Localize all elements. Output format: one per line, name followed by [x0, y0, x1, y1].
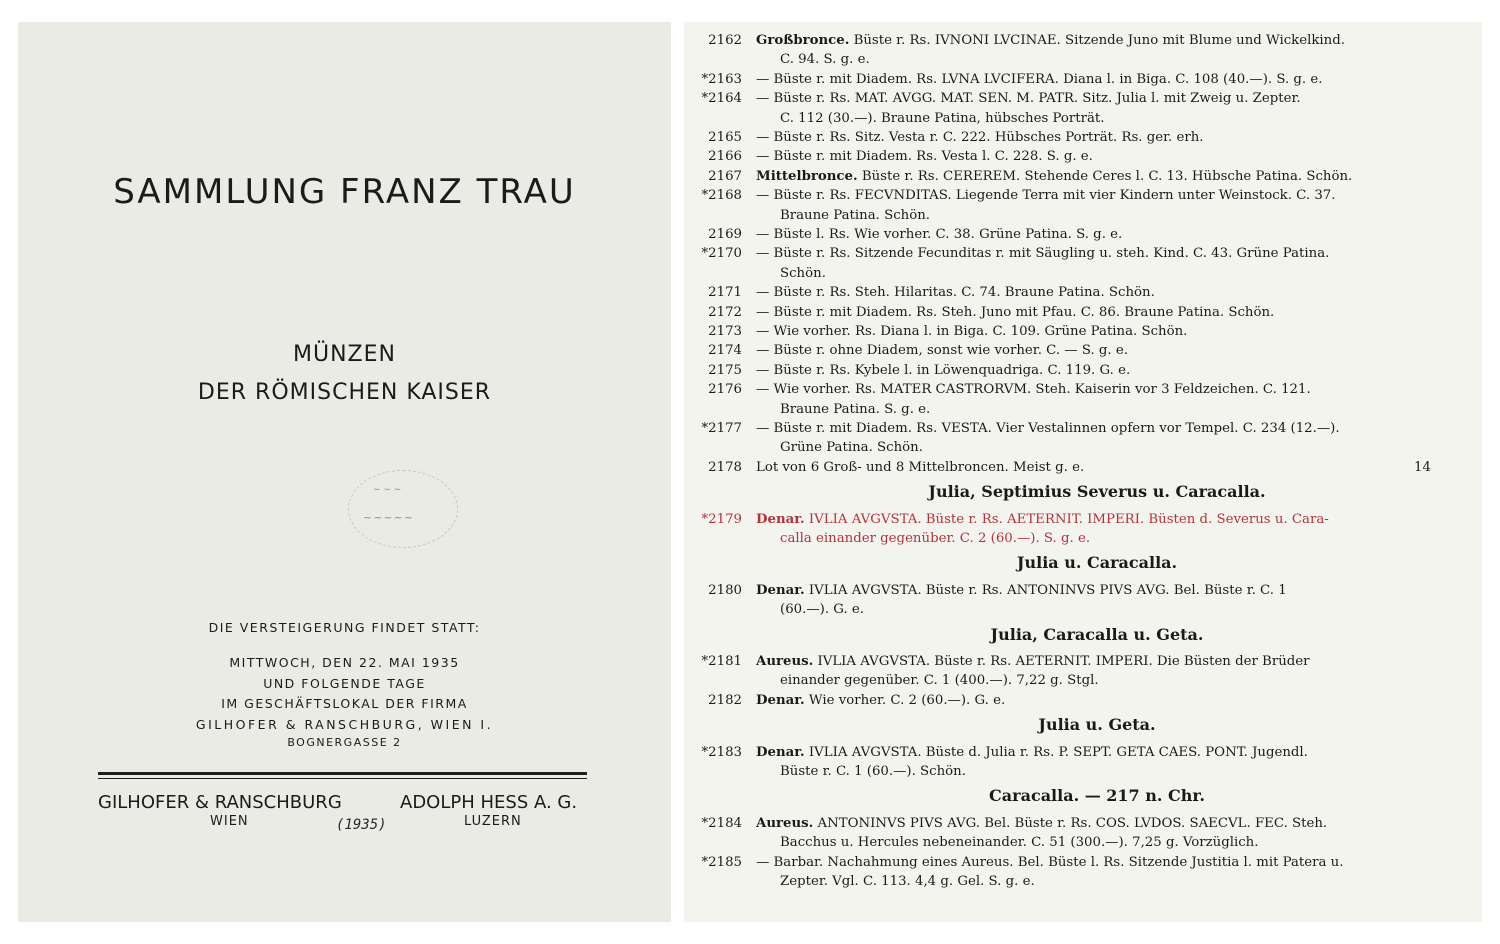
- lot-number: 2169: [708, 227, 742, 242]
- stamp-text-1: ~ ~ ~: [373, 485, 402, 495]
- denomination: Denar.: [756, 582, 805, 598]
- lot-number: *2177: [701, 421, 742, 436]
- handwritten-year: (1935): [336, 817, 387, 833]
- lot-description-cont: Büste r. C. 1 (60.—). Schön.: [780, 764, 966, 779]
- denomination: Aureus.: [756, 654, 814, 669]
- lot-number: 2174: [708, 343, 742, 359]
- lot-description: — Büste r. Rs. Kybele l. in Löwenquadriga. C. 119. G. e.: [756, 362, 1131, 378]
- publisher-right-city: LUZERN: [464, 814, 522, 829]
- lot-description: — Büste r. Rs. Sitzende Fecunditas r. mit Säugling u. steh. Kind. C. 43. Grüne Patina.: [756, 246, 1330, 262]
- thin-rule: [98, 778, 587, 779]
- denomination: Großbronce.: [756, 33, 850, 48]
- lot-description-cont: Schön.: [780, 265, 826, 281]
- publisher-left: GILHOFER & RANSCHBURG: [98, 792, 342, 813]
- lot-description-cont: einander gegenüber. C. 1 (400.—). 7,22 g. Stgl.: [780, 673, 1099, 689]
- lot-description: Aureus. IVLIA AVGVSTA. Büste r. Rs. AETERNIT. IMPERI. Die Büsten der Brüder: [756, 654, 1310, 669]
- denomination: Denar.: [756, 692, 805, 708]
- lot-description-cont: Braune Patina. Schön.: [780, 207, 931, 223]
- lot-number: 2180: [708, 582, 742, 598]
- title-page: [18, 22, 671, 922]
- lot-description-cont: C. 94. S. g. e.: [780, 52, 870, 68]
- lot-number: *2185: [701, 854, 742, 870]
- lot-description: Lot von 6 Groß- und 8 Mittelbroncen. Meist g. e.: [756, 459, 1085, 475]
- lot-description: — Büste r. Rs. MAT. AVGG. MAT. SEN. M. PATR. Sitz. Julia l. mit Zweig u. Zepter.: [756, 91, 1301, 107]
- lot-number: 2172: [708, 304, 742, 320]
- lot-number: 2173: [708, 324, 742, 339]
- lot-number: 2182: [708, 692, 742, 708]
- denomination: Denar.: [756, 744, 805, 760]
- lot-description: — Büste r. mit Diadem. Rs. VESTA. Vier Vestalinnen opfern vor Tempel. C. 234 (12.—).: [756, 421, 1340, 436]
- thick-rule: [98, 772, 587, 775]
- lot-description: — Büste r. mit Diadem. Rs. Steh. Juno mit Pfau. C. 86. Braune Patina. Schön.: [756, 304, 1275, 320]
- publisher-left-city: WIEN: [210, 814, 249, 829]
- lot-description-cont: calla einander gegenüber. C. 2 (60.—). S. g. e.: [780, 531, 1091, 546]
- lot-description: — Wie vorher. Rs. MATER CASTRORVM. Steh. Kaiserin vor 3 Feldzeichen. C. 121.: [756, 382, 1311, 398]
- lot-description-cont: Bacchus u. Hercules nebeneinander. C. 51 (300.—). 7,25 g. Vorzüglich.: [780, 835, 1259, 851]
- lot-description-cont: Zepter. Vgl. C. 113. 4,4 g. Gel. S. g. e.: [780, 874, 1035, 889]
- lot-description: — Wie vorher. Rs. Diana l. in Biga. C. 109. Grüne Patina. Schön.: [756, 324, 1188, 339]
- lot-number: *2183: [701, 744, 742, 760]
- lot-number: 2175: [708, 362, 742, 378]
- auction-line-3: UND FOLGENDE TAGE: [263, 676, 426, 691]
- lot-description: — Büste r. Rs. FECVNDITAS. Liegende Terra mit vier Kindern unter Weinstock. C. 37.: [756, 188, 1336, 204]
- catalog-subtitle-line2: DER RÖMISCHEN KAISER: [197, 380, 492, 405]
- auction-line-1: DIE VERSTEIGERUNG FINDET STATT:: [208, 620, 481, 635]
- lot-number: 2165: [708, 130, 742, 145]
- lot-description: — Büste r. Rs. Sitz. Vesta r. C. 222. Hübsches Porträt. Rs. ger. erh.: [756, 130, 1204, 145]
- lot-number: 2166: [708, 149, 742, 165]
- lot-description: Denar. Wie vorher. C. 2 (60.—). G. e.: [756, 692, 1006, 708]
- section-heading: Julia, Caracalla u. Geta.: [990, 624, 1204, 644]
- lot-description: — Büste r. Rs. Steh. Hilaritas. C. 74. Braune Patina. Schön.: [756, 285, 1155, 301]
- section-heading: Julia, Septimius Severus u. Caracalla.: [928, 482, 1266, 502]
- auction-line-5: GILHOFER & RANSCHBURG, WIEN I.: [195, 717, 494, 732]
- listing-page: [684, 22, 1482, 922]
- lot-description: Aureus. ANTONINVS PIVS AVG. Bel. Büste r. Rs. COS. LVDOS. SAECVL. FEC. Steh.: [756, 815, 1328, 831]
- page-number: 14: [1414, 459, 1431, 475]
- lot-number: *2170: [701, 246, 742, 262]
- auction-line-6: BOGNERGASSE 2: [287, 736, 402, 749]
- lot-number: 2162: [708, 33, 742, 48]
- lot-number: 2167: [708, 168, 742, 184]
- auction-line-4: IM GESCHÄFTSLOKAL DER FIRMA: [221, 696, 468, 711]
- library-stamp: [348, 470, 458, 548]
- denomination: Denar.: [756, 511, 805, 527]
- lot-description: — Büste r. mit Diadem. Rs. LVNA LVCIFERA. Diana l. in Biga. C. 108 (40.—). S. g. e.: [756, 71, 1323, 87]
- lot-description: Denar. IVLIA AVGVSTA. Büste d. Julia r. Rs. P. SEPT. GETA CAES. PONT. Jugendl.: [756, 744, 1308, 760]
- stamp-text-2: ~~~~~: [363, 511, 415, 524]
- lot-description-cont: Grüne Patina. Schön.: [780, 440, 923, 456]
- catalog-subtitle-line1: MÜNZEN: [293, 342, 396, 367]
- lot-description: — Büste r. ohne Diadem, sonst wie vorher. C. — S. g. e.: [756, 343, 1128, 359]
- lot-number: *2181: [701, 654, 742, 669]
- lot-description-cont: C. 112 (30.—). Braune Patina, hübsches Porträt.: [780, 110, 1105, 126]
- section-heading: Caracalla. — 217 n. Chr.: [989, 786, 1205, 806]
- lot-description: Denar. IVLIA AVGVSTA. Büste r. Rs. AETERNIT. IMPERI. Büsten d. Severus u. Cara-: [756, 511, 1329, 527]
- lot-number: 2176: [708, 382, 742, 398]
- section-heading: Julia u. Caracalla.: [1016, 553, 1178, 573]
- lot-description: — Barbar. Nachahmung eines Aureus. Bel. Büste l. Rs. Sitzende Justitia l. mit Patera u.: [756, 854, 1344, 870]
- lot-description: Mittelbronce. Büste r. Rs. CEREREM. Stehende Ceres l. C. 13. Hübsche Patina. Schön.: [756, 168, 1353, 184]
- lot-number: *2168: [701, 188, 742, 204]
- lot-number: *2164: [701, 91, 742, 107]
- section-heading: Julia u. Geta.: [1038, 715, 1156, 735]
- lot-number: *2179: [701, 511, 742, 527]
- lot-description: Großbronce. Büste r. Rs. IVNONI LVCINAE. Sitzende Juno mit Blume und Wickelkind.: [756, 33, 1345, 48]
- lot-number: *2163: [701, 71, 742, 87]
- auction-line-2: MITTWOCH, DEN 22. MAI 1935: [229, 655, 460, 670]
- denomination: Aureus.: [756, 815, 814, 831]
- lot-description-cont: (60.—). G. e.: [780, 602, 864, 618]
- lot-description-cont: Braune Patina. S. g. e.: [780, 401, 931, 417]
- publisher-right: ADOLPH HESS A. G.: [400, 792, 578, 813]
- lot-description: — Büste l. Rs. Wie vorher. C. 38. Grüne Patina. S. g. e.: [756, 227, 1123, 242]
- lot-number: 2178: [708, 459, 742, 475]
- lot-description: — Büste r. mit Diadem. Rs. Vesta l. C. 228. S. g. e.: [756, 149, 1093, 165]
- lot-description: Denar. IVLIA AVGVSTA. Büste r. Rs. ANTONINVS PIVS AVG. Bel. Büste r. C. 1: [756, 582, 1287, 598]
- denomination: Mittelbronce.: [756, 168, 858, 184]
- catalog-title: SAMMLUNG FRANZ TRAU: [113, 172, 576, 212]
- lot-number: 2171: [708, 285, 742, 301]
- lot-number: *2184: [701, 815, 742, 831]
